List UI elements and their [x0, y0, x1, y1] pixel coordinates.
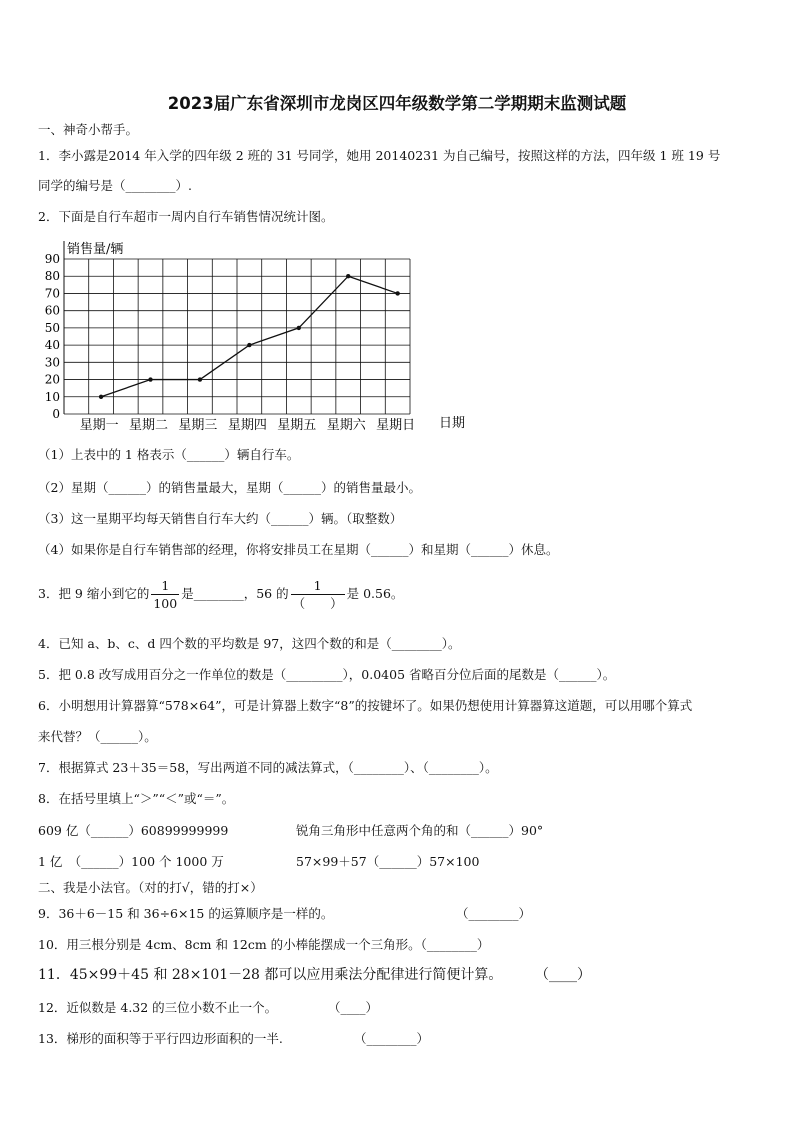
question-2-sub-1: （1）上表中的 1 格表示（______）辆自行车。 [38, 447, 300, 462]
question-3 [38, 577, 403, 612]
question-4: 4．已知 a、b、c、d 四个数的平均数是 97，这四个数的和是（________）。 [38, 636, 461, 651]
y-tick-label: 40 [44, 338, 60, 353]
y-tick-label: 50 [44, 320, 60, 335]
data-point [198, 377, 202, 381]
question-6-line-1: 6．小明想用计算器算“578×64”，可是计算器上数字“8”的按键坏了。如果仍想使用计算器算这道题，可以用哪个算式 [38, 698, 693, 713]
question-2-sub-4: （4）如果你是自行车销售部的经理，你将安排员工在星期（______）和星期（______）休息。 [38, 542, 559, 557]
section-1-heading: 一、神奇小帮手。 [38, 122, 139, 137]
section-2-heading: 二、我是小法官。（对的打√，错的打×） [38, 880, 263, 895]
data-point [346, 274, 350, 278]
y-tick-label: 80 [44, 269, 60, 284]
data-point [395, 291, 399, 295]
question-11: 11．45×99＋45 和 28×101－28 都可以应用乘法分配律进行简便计算。 [38, 967, 503, 983]
x-tick-label: 星期日 [376, 418, 416, 433]
question-2: 2．下面是自行车超市一周内自行车销售情况统计图。 [38, 209, 334, 224]
question-10: 10．用三根分别是 4cm、8cm 和 12cm 的小棒能摆成一个三角形。（________） [38, 937, 490, 952]
fraction-blank [291, 577, 345, 612]
data-point [148, 377, 152, 381]
x-tick-label: 星期四 [227, 418, 267, 433]
y-tick-label: 0 [52, 407, 60, 421]
x-tick-label: 星期五 [277, 418, 317, 433]
question-6-line-2: 来代替？（______）。 [38, 729, 157, 744]
y-tick-label: 20 [44, 372, 60, 387]
question-2-sub-3: （3）这一星期平均每天销售自行车大约（______）辆。（取整数） [38, 511, 403, 526]
question-3-part-2: 是________，56 的 [181, 586, 289, 601]
y-tick-label: 10 [44, 389, 60, 404]
x-tick-label: 星期二 [128, 418, 169, 433]
question-12-blank: （____） [328, 1000, 379, 1015]
y-tick-label: 90 [44, 252, 60, 266]
question-9: 9．36＋6－15 和 36÷6×15 的运算顺序是一样的。 [38, 906, 334, 921]
data-point [247, 343, 251, 347]
question-13-blank: （________） [354, 1031, 430, 1046]
question-9-blank: （________） [456, 906, 532, 921]
data-point [297, 326, 301, 330]
x-tick-label: 星期三 [178, 418, 218, 433]
question-13: 13．梯形的面积等于平行四边形面积的一半. [38, 1031, 283, 1046]
fraction-one-hundredth [151, 577, 179, 612]
x-tick-label: 星期一 [79, 418, 119, 433]
question-8-intro: 8．在括号里填上“＞”“＜”或“＝”。 [38, 791, 235, 806]
question-1-line-2: 同学的编号是（________）. [38, 178, 192, 193]
question-7: 7．根据算式 23＋35＝58，写出两道不同的减法算式，（________）、（________）。 [38, 760, 498, 775]
fraction-1-numerator: 1 [151, 577, 179, 595]
page-title: 2023届广东省深圳市龙岗区四年级数学第二学期期末监测试题 [167, 94, 627, 113]
y-axis-label: 销售量/辆 [67, 242, 124, 257]
fraction-1-denominator: 100 [153, 596, 178, 611]
question-1-line-1: 1．李小露是2014 年入学的四年级 2 班的 31 号同学，她用 20140231 为自己编号，按照这样的方法，四年级 1 班 19 号 [38, 148, 721, 163]
y-tick-label: 70 [44, 286, 60, 301]
question-11-blank: （____） [535, 967, 591, 983]
y-tick-label: 60 [44, 303, 60, 318]
x-tick-label: 星期六 [326, 418, 366, 433]
x-axis-label: 日期 [439, 416, 466, 431]
question-8-row-1-right: 锐角三角形中任意两个角的和（______）90° [296, 823, 544, 838]
fraction-2-numerator: 1 [291, 577, 345, 595]
data-point [99, 395, 103, 399]
sales-line-chart [34, 235, 474, 435]
question-3-part-3: 是 0.56。 [346, 586, 404, 601]
question-8-row-2-left: 1 亿 （______）100 个 1000 万 [38, 854, 224, 869]
question-12: 12．近似数是 4.32 的三位小数不止一个。 [38, 1000, 278, 1015]
question-8-row-2-right: 57×99＋57（______）57×100 [296, 854, 480, 869]
fraction-2-denominator: （ ） [292, 596, 343, 611]
question-2-sub-2: （2）星期（______）的销售量最大，星期（______）的销售量最小。 [38, 480, 421, 495]
series-line [101, 276, 398, 397]
question-8-row-1-left: 609 亿（______）60899999999 [38, 823, 229, 838]
question-3-part-1: 3．把 9 缩小到它的 [38, 586, 150, 601]
question-5: 5．把 0.8 改写成用百分之一作单位的数是（_________），0.0405 省略百分位后面的尾数是（______）。 [38, 667, 616, 682]
y-tick-label: 30 [44, 355, 60, 370]
